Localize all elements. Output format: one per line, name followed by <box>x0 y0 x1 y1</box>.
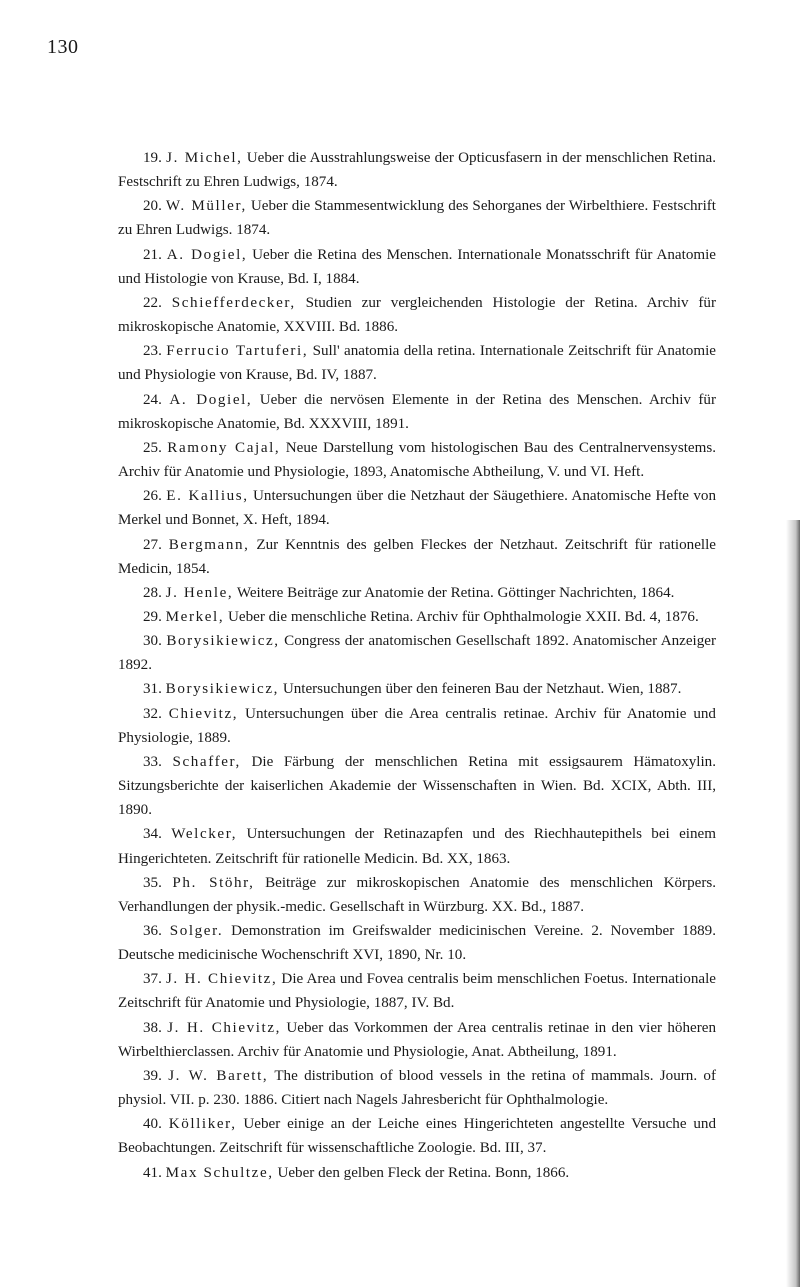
reference-number: 25. <box>143 439 162 456</box>
reference-author: J. Henle, <box>165 584 234 601</box>
reference-number: 38. <box>143 1019 162 1036</box>
reference-author: J. H. Chievitz, <box>167 1019 282 1036</box>
reference-item <box>118 677 716 701</box>
reference-author: Kölliker, <box>168 1116 237 1133</box>
reference-text: Die Färbung der menschlichen Retina mit essigsaurem Hämatoxylin. Sitzungsberichte der kaiserlichen Akademie der Wissenschaften in Wien. Bd. XCIX, Abth. III, 1890. <box>118 753 716 819</box>
reference-item <box>118 339 716 387</box>
reference-number: 20. <box>143 198 162 215</box>
reference-number: 37. <box>143 971 162 988</box>
reference-text: Zur Kenntnis des gelben Fleckes der Netzhaut. Zeitschrift für rationelle Medicin, 1854. <box>118 536 716 577</box>
reference-number: 32. <box>143 705 162 722</box>
reference-author: A. Dogiel, <box>169 391 253 408</box>
reference-item <box>118 1016 716 1064</box>
reference-text: Untersuchungen über die Area centralis retinae. Archiv für Anatomie und Physiologie, 1889. <box>118 705 716 746</box>
reference-item <box>118 146 716 194</box>
reference-number: 23. <box>143 343 162 360</box>
reference-author: A. Dogiel, <box>166 246 248 263</box>
reference-item <box>118 702 716 750</box>
reference-text: Ueber das Vorkommen der Area centralis retinae in den vier höheren Wirbelthierclassen. Archiv für Anatomie und Physiologie, Anat. Abtheilung, 1891. <box>118 1019 716 1060</box>
reference-item <box>118 243 716 291</box>
reference-number: 31. <box>143 681 162 698</box>
reference-item <box>118 581 716 605</box>
reference-number: 40. <box>143 1116 162 1133</box>
reference-number: 30. <box>143 633 162 650</box>
reference-text: The distribution of blood vessels in the retina of mammals. Journ. of physiol. VII. p. 230. 1886. Citiert nach Nagels Jahresbericht für Ophthalmologie. <box>118 1067 716 1109</box>
reference-author: Ferrucio Tartuferi, <box>166 343 309 360</box>
reference-number: 21. <box>143 246 162 263</box>
reference-number: 39. <box>143 1067 162 1084</box>
reference-number: 26. <box>143 488 162 505</box>
reference-number: 19. <box>143 150 162 166</box>
reference-number: 27. <box>143 536 162 553</box>
reference-item <box>118 1161 716 1185</box>
reference-item <box>118 750 716 822</box>
reference-list <box>118 146 716 1185</box>
reference-text: Ueber die Ausstrahlungsweise der Opticusfasern in der menschlichen Retina. Festschrift zu Ehren Ludwigs, 1874. <box>118 150 717 191</box>
reference-item <box>118 1112 716 1160</box>
reference-number: 41. <box>143 1164 162 1181</box>
reference-item <box>118 194 716 242</box>
reference-author: Max Schultze, <box>165 1164 274 1181</box>
reference-text: Weitere Beiträge zur Anatomie der Retina. Göttinger Nachrichten, 1864. <box>236 584 675 601</box>
reference-author: J. W. Barett, <box>168 1067 269 1084</box>
reference-item <box>118 919 716 967</box>
reference-number: 35. <box>143 874 162 891</box>
reference-text: Demonstration im Greifswalder medicinischen Vereine. 2. November 1889. Deutsche medicinische Wochenschrift XVI, 1890, Nr. 10. <box>118 923 716 964</box>
reference-text: Ueber die Retina des Menschen. Internationale Monatsschrift für Anatomie und Histologie von Krause, Bd. I, 1884. <box>118 246 717 287</box>
reference-item <box>118 291 716 339</box>
reference-text: Congress der anatomischen Gesellschaft 1892. Anatomischer Anzeiger 1892. <box>118 633 717 674</box>
reference-text: Die Area und Fovea centralis beim menschlichen Foetus. Internationale Zeitschrift für Anatomie und Physiologie, 1887, IV. Bd. <box>118 971 716 1012</box>
reference-text: Ueber den gelben Fleck der Retina. Bonn, 1866. <box>277 1164 570 1181</box>
reference-author: Chievitz, <box>168 705 239 722</box>
reference-text: Beiträge zur mikroskopischen Anatomie des menschlichen Körpers. Verhandlungen der physik.-medic. Gesellschaft in Würzburg. XX. Bd., 1887. <box>118 874 716 915</box>
reference-author: J. H. Chievitz, <box>165 971 278 988</box>
reference-item <box>118 436 716 484</box>
reference-item <box>118 1064 716 1112</box>
reference-author: Merkel, <box>165 608 225 625</box>
reference-item <box>118 484 716 532</box>
page-edge-shadow <box>786 520 800 1287</box>
reference-author: W. Müller, <box>165 198 247 215</box>
reference-item <box>118 605 716 629</box>
reference-text: Ueber einige an der Leiche eines Hingerichteten angestellte Versuche und Beobachtungen. Zeitschrift für wissenschaftliche Zoologie. Bd. III, 37. <box>118 1116 717 1157</box>
reference-number: 24. <box>143 391 162 408</box>
reference-item <box>118 871 716 919</box>
reference-item <box>118 967 716 1015</box>
reference-author: Ramony Cajal, <box>167 439 281 456</box>
reference-text: Neue Darstellung vom histologischen Bau des Centralnervensystems. Archiv für Anatomie und Physiologie, 1893, Anatomische Abtheilung, V. und VI. Heft. <box>118 439 716 481</box>
reference-text: Studien zur vergleichenden Histologie der Retina. Archiv für mikroskopische Anatomie, XXVIII. Bd. 1886. <box>118 294 717 336</box>
page-number: 130 <box>47 36 79 58</box>
reference-author: Bergmann, <box>168 536 250 553</box>
reference-number: 36. <box>143 923 162 939</box>
reference-author: Solger. <box>169 923 224 939</box>
reference-item <box>118 388 716 436</box>
reference-text: Untersuchungen über die Netzhaut der Säugethiere. Anatomische Hefte von Merkel und Bonnet, X. Heft, 1894. <box>118 488 716 529</box>
reference-text: Ueber die Stammesentwicklung des Sehorganes der Wirbelthiere. Festschrift zu Ehren Ludwigs. 1874. <box>118 198 717 239</box>
reference-item <box>118 629 716 677</box>
reference-number: 22. <box>143 294 162 311</box>
reference-author: Borysikiewicz, <box>166 633 280 650</box>
reference-text: Untersuchungen der Retinazapfen und des Riechhautepithels bei einem Hingerichteten. Zeitschrift für rationelle Medicin. Bd. XX, 1863. <box>118 826 716 867</box>
reference-item <box>118 822 716 870</box>
reference-author: Welcker, <box>171 826 238 843</box>
reference-author: E. Kallius, <box>166 488 249 505</box>
reference-number: 28. <box>143 584 162 601</box>
reference-author: J. Michel, <box>166 150 243 166</box>
reference-author: Borysikiewicz, <box>165 681 280 698</box>
reference-author: Schaffer, <box>172 753 241 770</box>
reference-text: Untersuchungen über den feineren Bau der Netzhaut. Wien, 1887. <box>282 681 682 698</box>
reference-number: 29. <box>143 608 162 625</box>
reference-text: Sull' anatomia della retina. Internationale Zeitschrift für Anatomie und Physiologie von Krause, Bd. IV, 1887. <box>118 343 716 384</box>
reference-text: Ueber die menschliche Retina. Archiv für Ophthalmologie XXII. Bd. 4, 1876. <box>228 608 699 625</box>
reference-author: Schiefferdecker, <box>171 294 296 311</box>
reference-text: Ueber die nervösen Elemente in der Retina des Menschen. Archiv für mikroskopische Anatomie, Bd. XXXVIII, 1891. <box>118 391 717 432</box>
reference-number: 34. <box>143 826 162 843</box>
reference-author: Ph. Stöhr, <box>172 874 255 891</box>
reference-number: 33. <box>143 753 162 770</box>
reference-item <box>118 533 716 581</box>
